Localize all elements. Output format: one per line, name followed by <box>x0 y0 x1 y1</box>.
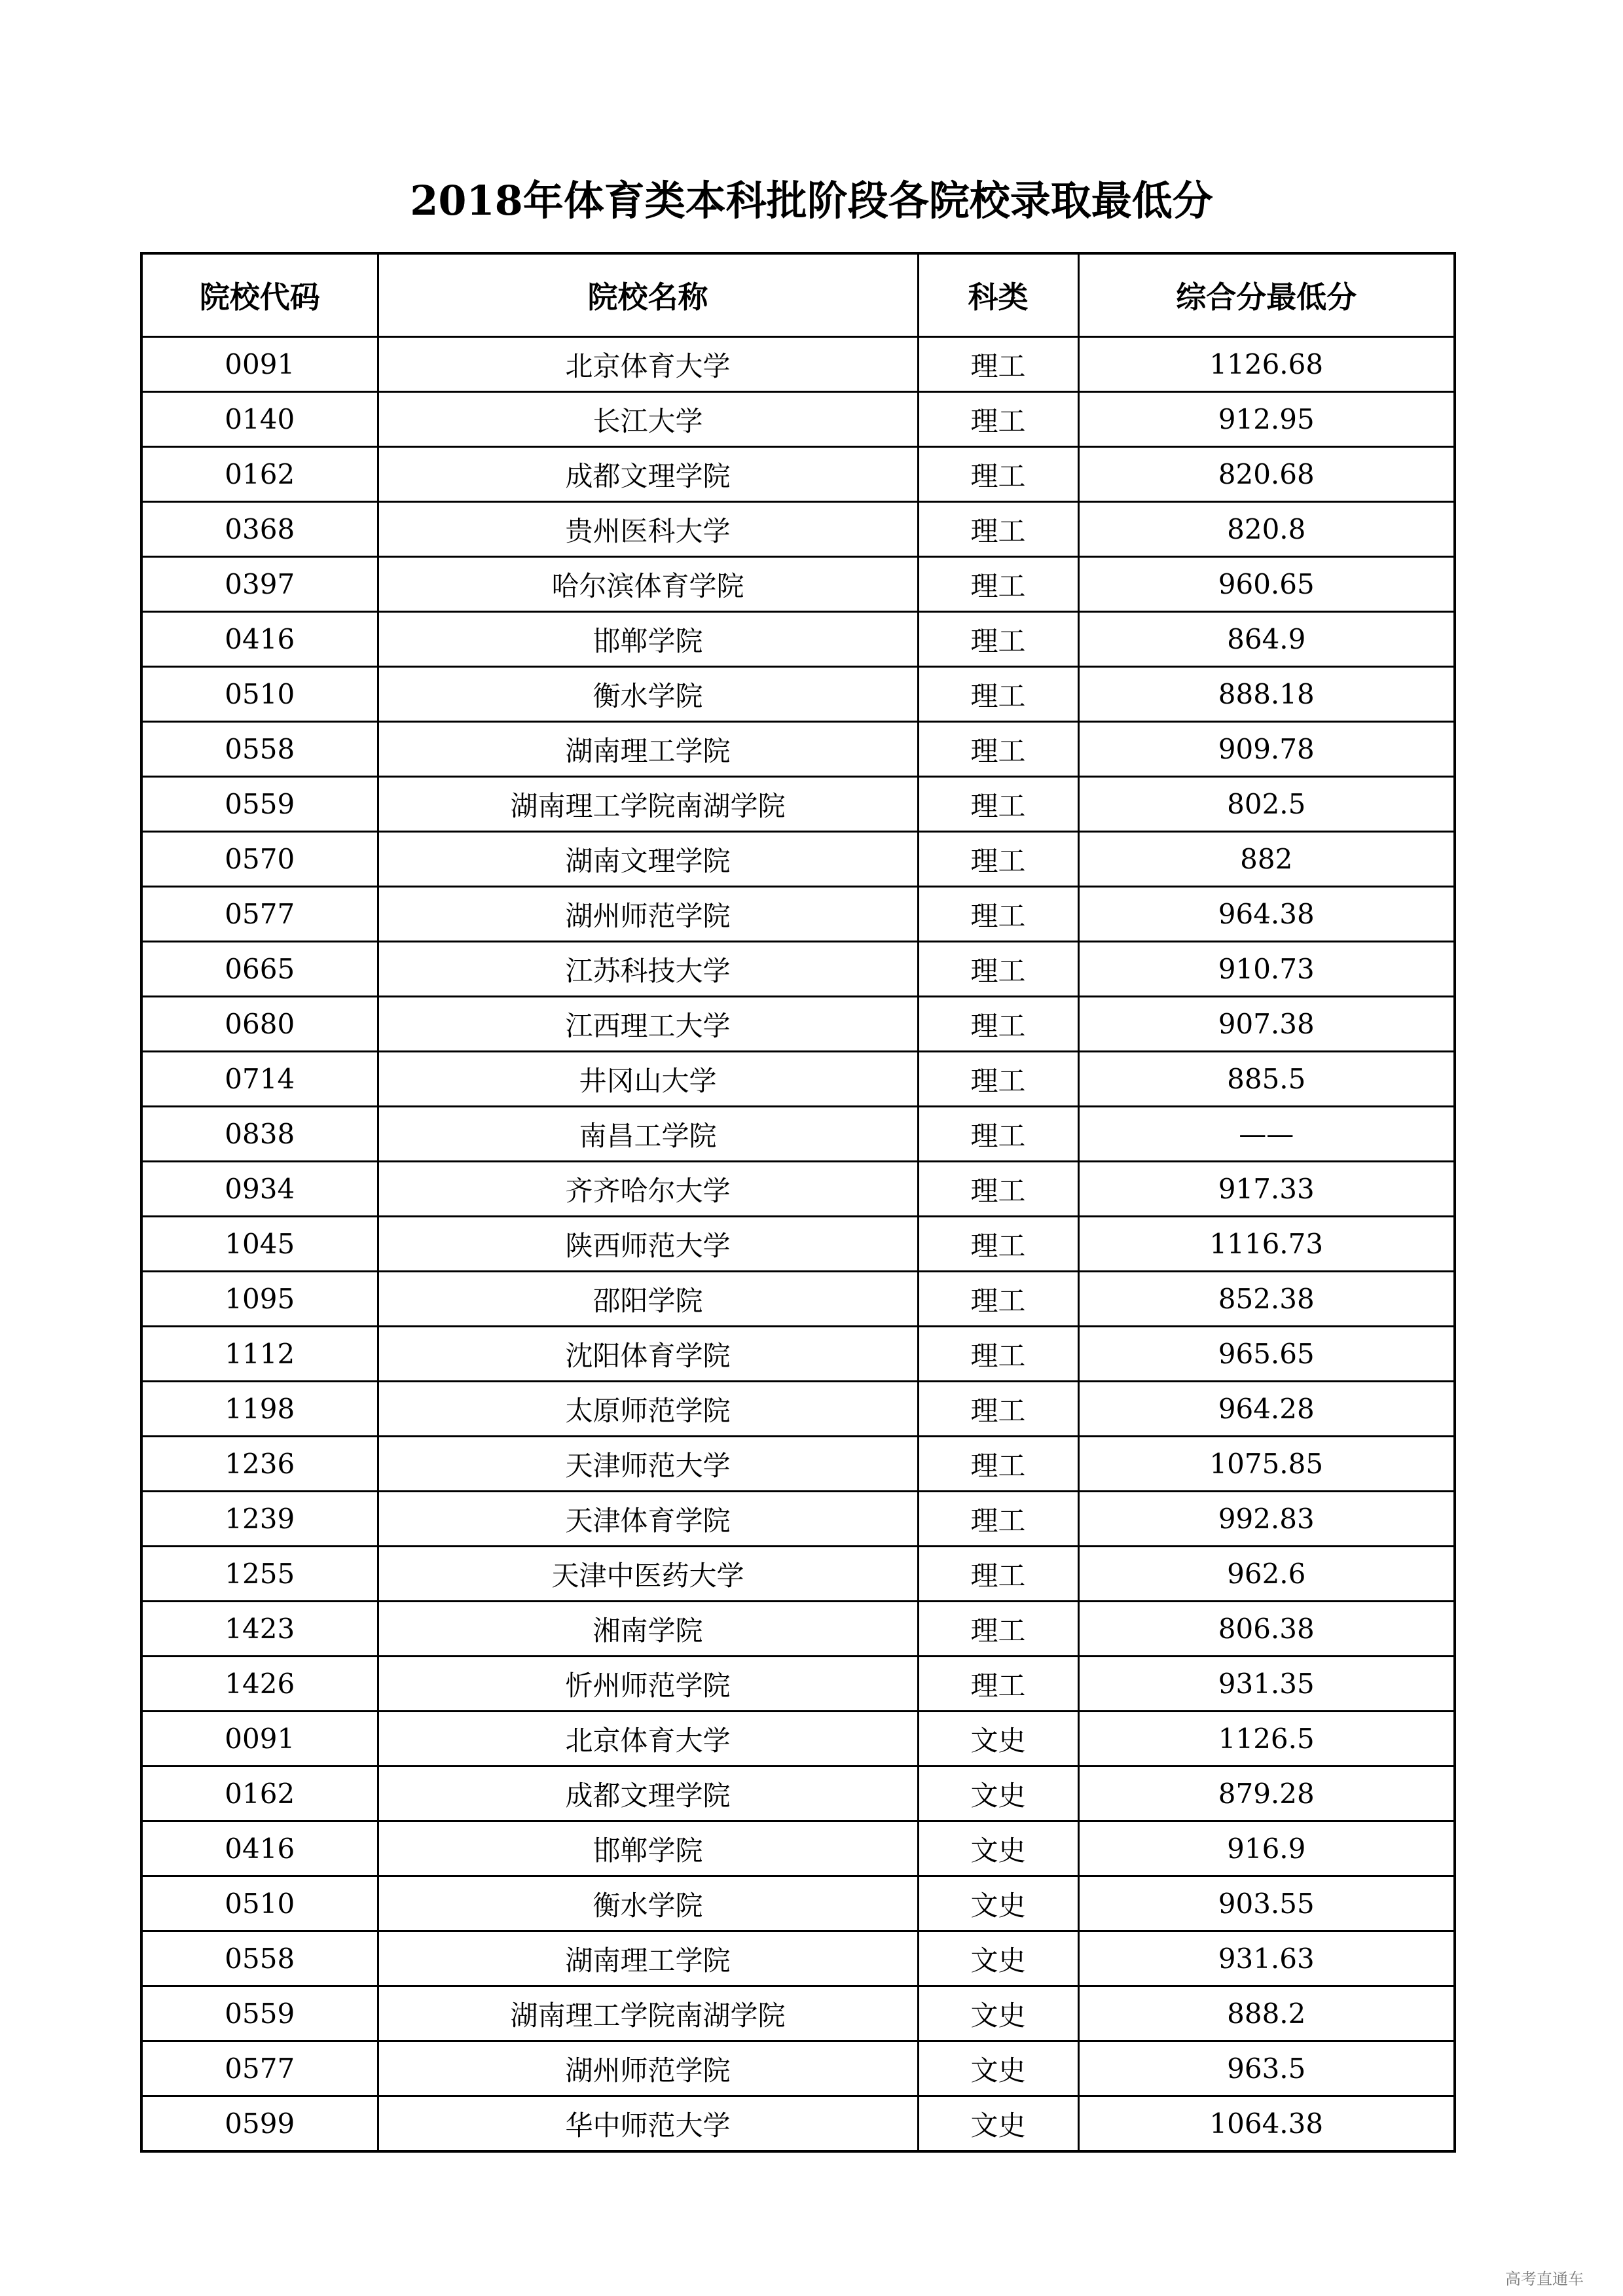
min-score-cell: 888.2 <box>1078 1986 1455 2041</box>
table-row <box>141 1657 1455 1712</box>
school-name-cell: 江西理工大学 <box>378 997 918 1052</box>
school-name-cell: 北京体育大学 <box>378 337 918 392</box>
school-code-cell: 0577 <box>141 887 378 942</box>
table-row <box>141 447 1455 502</box>
min-score-cell: 931.35 <box>1078 1657 1455 1712</box>
category-cell: 文史 <box>918 1767 1078 1821</box>
school-code-cell: 0577 <box>141 2041 378 2096</box>
table-row <box>141 1602 1455 1657</box>
min-score-cell: 931.63 <box>1078 1931 1455 1986</box>
min-score-cell: 960.65 <box>1078 557 1455 612</box>
school-name-cell: 湘南学院 <box>378 1602 918 1657</box>
school-name-cell: 衡水学院 <box>378 1876 918 1931</box>
category-cell: 理工 <box>918 1272 1078 1327</box>
min-score-cell: —— <box>1078 1107 1455 1162</box>
category-cell: 文史 <box>918 2041 1078 2096</box>
table-row <box>141 1821 1455 1876</box>
school-code-cell: 1239 <box>141 1492 378 1547</box>
min-score-cell: 916.9 <box>1078 1821 1455 1876</box>
school-code-cell: 0397 <box>141 557 378 612</box>
school-code-cell: 1423 <box>141 1602 378 1657</box>
category-cell: 理工 <box>918 337 1078 392</box>
table-body <box>141 337 1455 2152</box>
table-row <box>141 942 1455 997</box>
school-code-cell: 0510 <box>141 1876 378 1931</box>
school-name-cell: 衡水学院 <box>378 667 918 722</box>
school-name-cell: 成都文理学院 <box>378 1767 918 1821</box>
category-cell: 理工 <box>918 392 1078 447</box>
school-name-cell: 齐齐哈尔大学 <box>378 1162 918 1217</box>
category-cell: 理工 <box>918 1437 1078 1492</box>
min-score-cell: 917.33 <box>1078 1162 1455 1217</box>
category-cell: 理工 <box>918 1162 1078 1217</box>
school-name-cell: 湖南理工学院 <box>378 1931 918 1986</box>
school-code-cell: 0559 <box>141 777 378 832</box>
header-min-score: 综合分最低分 <box>1078 253 1455 337</box>
school-code-cell: 0570 <box>141 832 378 887</box>
school-code-cell: 0599 <box>141 2096 378 2152</box>
table-row <box>141 392 1455 447</box>
school-name-cell: 天津中医药大学 <box>378 1547 918 1602</box>
min-score-cell: 964.38 <box>1078 887 1455 942</box>
table-row <box>141 1327 1455 1382</box>
table-row <box>141 1767 1455 1821</box>
school-name-cell: 江苏科技大学 <box>378 942 918 997</box>
school-code-cell: 1112 <box>141 1327 378 1382</box>
category-cell: 理工 <box>918 887 1078 942</box>
category-cell: 理工 <box>918 1602 1078 1657</box>
min-score-cell: 909.78 <box>1078 722 1455 777</box>
min-score-cell: 888.18 <box>1078 667 1455 722</box>
school-code-cell: 0416 <box>141 1821 378 1876</box>
table-row <box>141 337 1455 392</box>
table-row <box>141 612 1455 667</box>
min-score-cell: 910.73 <box>1078 942 1455 997</box>
school-code-cell: 0665 <box>141 942 378 997</box>
min-score-cell: 1064.38 <box>1078 2096 1455 2152</box>
school-name-cell: 北京体育大学 <box>378 1712 918 1767</box>
min-score-cell: 912.95 <box>1078 392 1455 447</box>
table-row <box>141 1162 1455 1217</box>
min-score-cell: 992.83 <box>1078 1492 1455 1547</box>
category-cell: 理工 <box>918 447 1078 502</box>
table-row <box>141 667 1455 722</box>
table-row <box>141 1547 1455 1602</box>
min-score-cell: 963.5 <box>1078 2041 1455 2096</box>
category-cell: 理工 <box>918 612 1078 667</box>
school-code-cell: 0558 <box>141 1931 378 1986</box>
table-row <box>141 2041 1455 2096</box>
category-cell: 理工 <box>918 722 1078 777</box>
school-code-cell: 1198 <box>141 1382 378 1437</box>
min-score-cell: 882 <box>1078 832 1455 887</box>
school-code-cell: 0416 <box>141 612 378 667</box>
category-cell: 理工 <box>918 1657 1078 1712</box>
category-cell: 理工 <box>918 1217 1078 1272</box>
table-row <box>141 2096 1455 2152</box>
table-row <box>141 1052 1455 1107</box>
min-score-cell: 806.38 <box>1078 1602 1455 1657</box>
min-score-cell: 864.9 <box>1078 612 1455 667</box>
header-school-code: 院校代码 <box>141 253 378 337</box>
table-row <box>141 1712 1455 1767</box>
table-row <box>141 1931 1455 1986</box>
category-cell: 理工 <box>918 942 1078 997</box>
min-score-cell: 1126.68 <box>1078 337 1455 392</box>
school-code-cell: 1236 <box>141 1437 378 1492</box>
min-score-cell: 964.28 <box>1078 1382 1455 1437</box>
school-name-cell: 邯郸学院 <box>378 1821 918 1876</box>
school-name-cell: 南昌工学院 <box>378 1107 918 1162</box>
school-code-cell: 0838 <box>141 1107 378 1162</box>
category-cell: 理工 <box>918 1327 1078 1382</box>
category-cell: 文史 <box>918 1931 1078 1986</box>
school-name-cell: 天津师范大学 <box>378 1437 918 1492</box>
school-name-cell: 沈阳体育学院 <box>378 1327 918 1382</box>
min-score-cell: 802.5 <box>1078 777 1455 832</box>
min-score-cell: 1075.85 <box>1078 1437 1455 1492</box>
table-row <box>141 887 1455 942</box>
school-code-cell: 0091 <box>141 337 378 392</box>
table-row <box>141 557 1455 612</box>
school-code-cell: 0091 <box>141 1712 378 1767</box>
category-cell: 理工 <box>918 502 1078 557</box>
header-school-name: 院校名称 <box>378 253 918 337</box>
header-category: 科类 <box>918 253 1078 337</box>
table-row <box>141 502 1455 557</box>
category-cell: 文史 <box>918 1712 1078 1767</box>
category-cell: 文史 <box>918 2096 1078 2152</box>
school-name-cell: 湖州师范学院 <box>378 887 918 942</box>
min-score-cell: 903.55 <box>1078 1876 1455 1931</box>
category-cell: 文史 <box>918 1986 1078 2041</box>
table-row <box>141 1107 1455 1162</box>
school-name-cell: 湖南理工学院 <box>378 722 918 777</box>
watermark-text: 高考直通车 <box>1505 2270 1584 2288</box>
min-score-cell: 965.65 <box>1078 1327 1455 1382</box>
table-row <box>141 777 1455 832</box>
table-row <box>141 1876 1455 1931</box>
category-cell: 理工 <box>918 1547 1078 1602</box>
school-name-cell: 忻州师范学院 <box>378 1657 918 1712</box>
school-code-cell: 0140 <box>141 392 378 447</box>
school-name-cell: 陕西师范大学 <box>378 1217 918 1272</box>
school-name-cell: 湖南文理学院 <box>378 832 918 887</box>
school-code-cell: 0680 <box>141 997 378 1052</box>
table-row <box>141 1217 1455 1272</box>
category-cell: 理工 <box>918 557 1078 612</box>
table-row <box>141 832 1455 887</box>
table-row <box>141 1492 1455 1547</box>
page-title: 2018年体育类本科批阶段各院校录取最低分 <box>410 177 1213 224</box>
school-name-cell: 天津体育学院 <box>378 1492 918 1547</box>
category-cell: 理工 <box>918 777 1078 832</box>
school-name-cell: 华中师范大学 <box>378 2096 918 2152</box>
category-cell: 理工 <box>918 1492 1078 1547</box>
school-code-cell: 0934 <box>141 1162 378 1217</box>
category-cell: 理工 <box>918 1052 1078 1107</box>
category-cell: 文史 <box>918 1821 1078 1876</box>
school-code-cell: 1426 <box>141 1657 378 1712</box>
table-row <box>141 722 1455 777</box>
min-score-cell: 907.38 <box>1078 997 1455 1052</box>
table-row <box>141 1437 1455 1492</box>
category-cell: 文史 <box>918 1876 1078 1931</box>
table-row <box>141 1382 1455 1437</box>
school-code-cell: 0559 <box>141 1986 378 2041</box>
school-name-cell: 邵阳学院 <box>378 1272 918 1327</box>
school-code-cell: 1095 <box>141 1272 378 1327</box>
min-score-cell: 820.8 <box>1078 502 1455 557</box>
table-row <box>141 997 1455 1052</box>
school-code-cell: 0162 <box>141 447 378 502</box>
school-code-cell: 0368 <box>141 502 378 557</box>
school-name-cell: 井冈山大学 <box>378 1052 918 1107</box>
table-header-row <box>141 253 1455 337</box>
min-score-cell: 879.28 <box>1078 1767 1455 1821</box>
category-cell: 理工 <box>918 832 1078 887</box>
table-row <box>141 1986 1455 2041</box>
school-name-cell: 成都文理学院 <box>378 447 918 502</box>
school-code-cell: 0714 <box>141 1052 378 1107</box>
school-name-cell: 湖南理工学院南湖学院 <box>378 777 918 832</box>
min-score-cell: 885.5 <box>1078 1052 1455 1107</box>
school-name-cell: 贵州医科大学 <box>378 502 918 557</box>
school-code-cell: 0558 <box>141 722 378 777</box>
school-code-cell: 0510 <box>141 667 378 722</box>
min-score-cell: 962.6 <box>1078 1547 1455 1602</box>
min-score-cell: 1116.73 <box>1078 1217 1455 1272</box>
school-name-cell: 太原师范学院 <box>378 1382 918 1437</box>
school-name-cell: 邯郸学院 <box>378 612 918 667</box>
min-score-cell: 1126.5 <box>1078 1712 1455 1767</box>
school-name-cell: 湖州师范学院 <box>378 2041 918 2096</box>
category-cell: 理工 <box>918 997 1078 1052</box>
school-name-cell: 长江大学 <box>378 392 918 447</box>
school-code-cell: 0162 <box>141 1767 378 1821</box>
school-name-cell: 哈尔滨体育学院 <box>378 557 918 612</box>
table-row <box>141 1272 1455 1327</box>
school-code-cell: 1045 <box>141 1217 378 1272</box>
category-cell: 理工 <box>918 667 1078 722</box>
category-cell: 理工 <box>918 1382 1078 1437</box>
school-code-cell: 1255 <box>141 1547 378 1602</box>
min-score-cell: 852.38 <box>1078 1272 1455 1327</box>
school-name-cell: 湖南理工学院南湖学院 <box>378 1986 918 2041</box>
category-cell: 理工 <box>918 1107 1078 1162</box>
admission-score-table <box>140 252 1456 2153</box>
min-score-cell: 820.68 <box>1078 447 1455 502</box>
